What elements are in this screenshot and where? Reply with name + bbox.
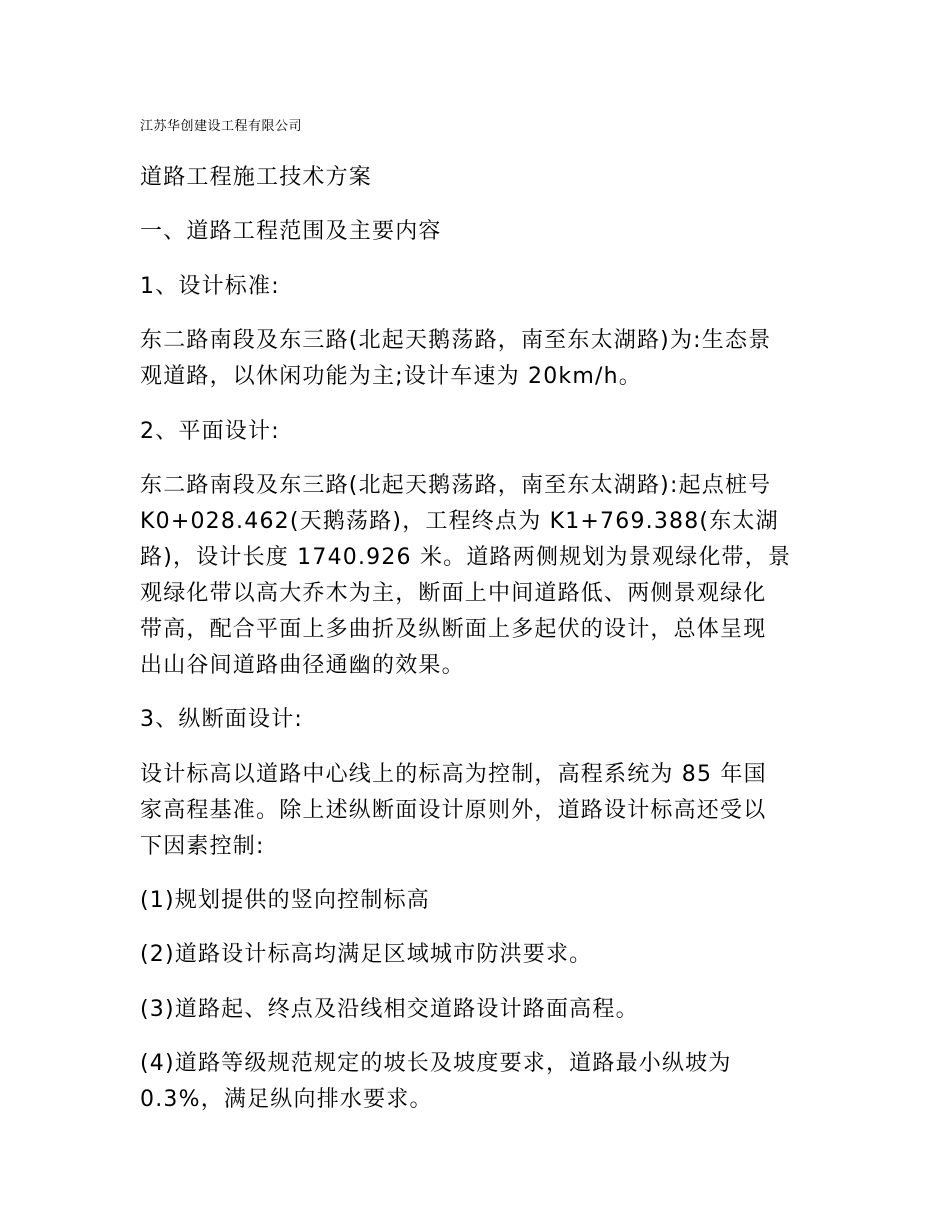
paragraph-line: 下因素控制: (140, 834, 265, 859)
section-heading: 一、道路工程范围及主要内容 (140, 219, 442, 244)
paragraph-line: 观绿化带以高大乔木为主，断面上中间道路低、两侧景观绿化 (140, 581, 767, 606)
paragraph-line: K0+028.462(天鹅荡路)，工程终点为 K1+769.388(东太湖 (140, 509, 779, 534)
list-item: (1)规划提供的竖向控制标高 (140, 888, 430, 913)
paragraph-line: 家高程基准。除上述纵断面设计原则外，道路设计标高还受以 (140, 798, 767, 823)
company-name: 江苏华创建设工程有限公司 (140, 119, 303, 134)
document-title: 道路工程施工技术方案 (140, 165, 373, 190)
list-item: (4)道路等级规范规定的坡长及坡度要求，道路最小纵坡为 (140, 1051, 732, 1076)
paragraph-line: 路)，设计长度 1740.926 米。道路两侧规划为景观绿化带，景 (140, 545, 792, 570)
paragraph-line: 观道路，以休闲功能为主;设计车速为 20km/h。 (140, 364, 642, 389)
item-heading-design-standard: 1、设计标准: (140, 274, 280, 299)
paragraph-line: 东二路南段及东三路(北起天鹅荡路，南至东太湖路):起点桩号 (140, 473, 772, 498)
list-item: (3)道路起、终点及沿线相交道路设计路面高程。 (140, 997, 639, 1022)
paragraph-line: 出山谷间道路曲径通幽的效果。 (140, 653, 465, 678)
item-heading-profile-design: 3、纵断面设计: (140, 707, 304, 732)
list-item-continuation: 0.3%，满足纵向排水要求。 (140, 1087, 433, 1112)
item-heading-plan-design: 2、平面设计: (140, 419, 280, 444)
paragraph-line: 东二路南段及东三路(北起天鹅荡路，南至东太湖路)为:生态景 (140, 328, 772, 353)
paragraph-line: 设计标高以道路中心线上的标高为控制，高程系统为 85 年国 (140, 762, 767, 787)
list-item: (2)道路设计标高均满足区域城市防洪要求。 (140, 942, 593, 967)
paragraph-line: 带高，配合平面上多曲折及纵断面上多起伏的设计，总体呈现 (140, 617, 767, 642)
